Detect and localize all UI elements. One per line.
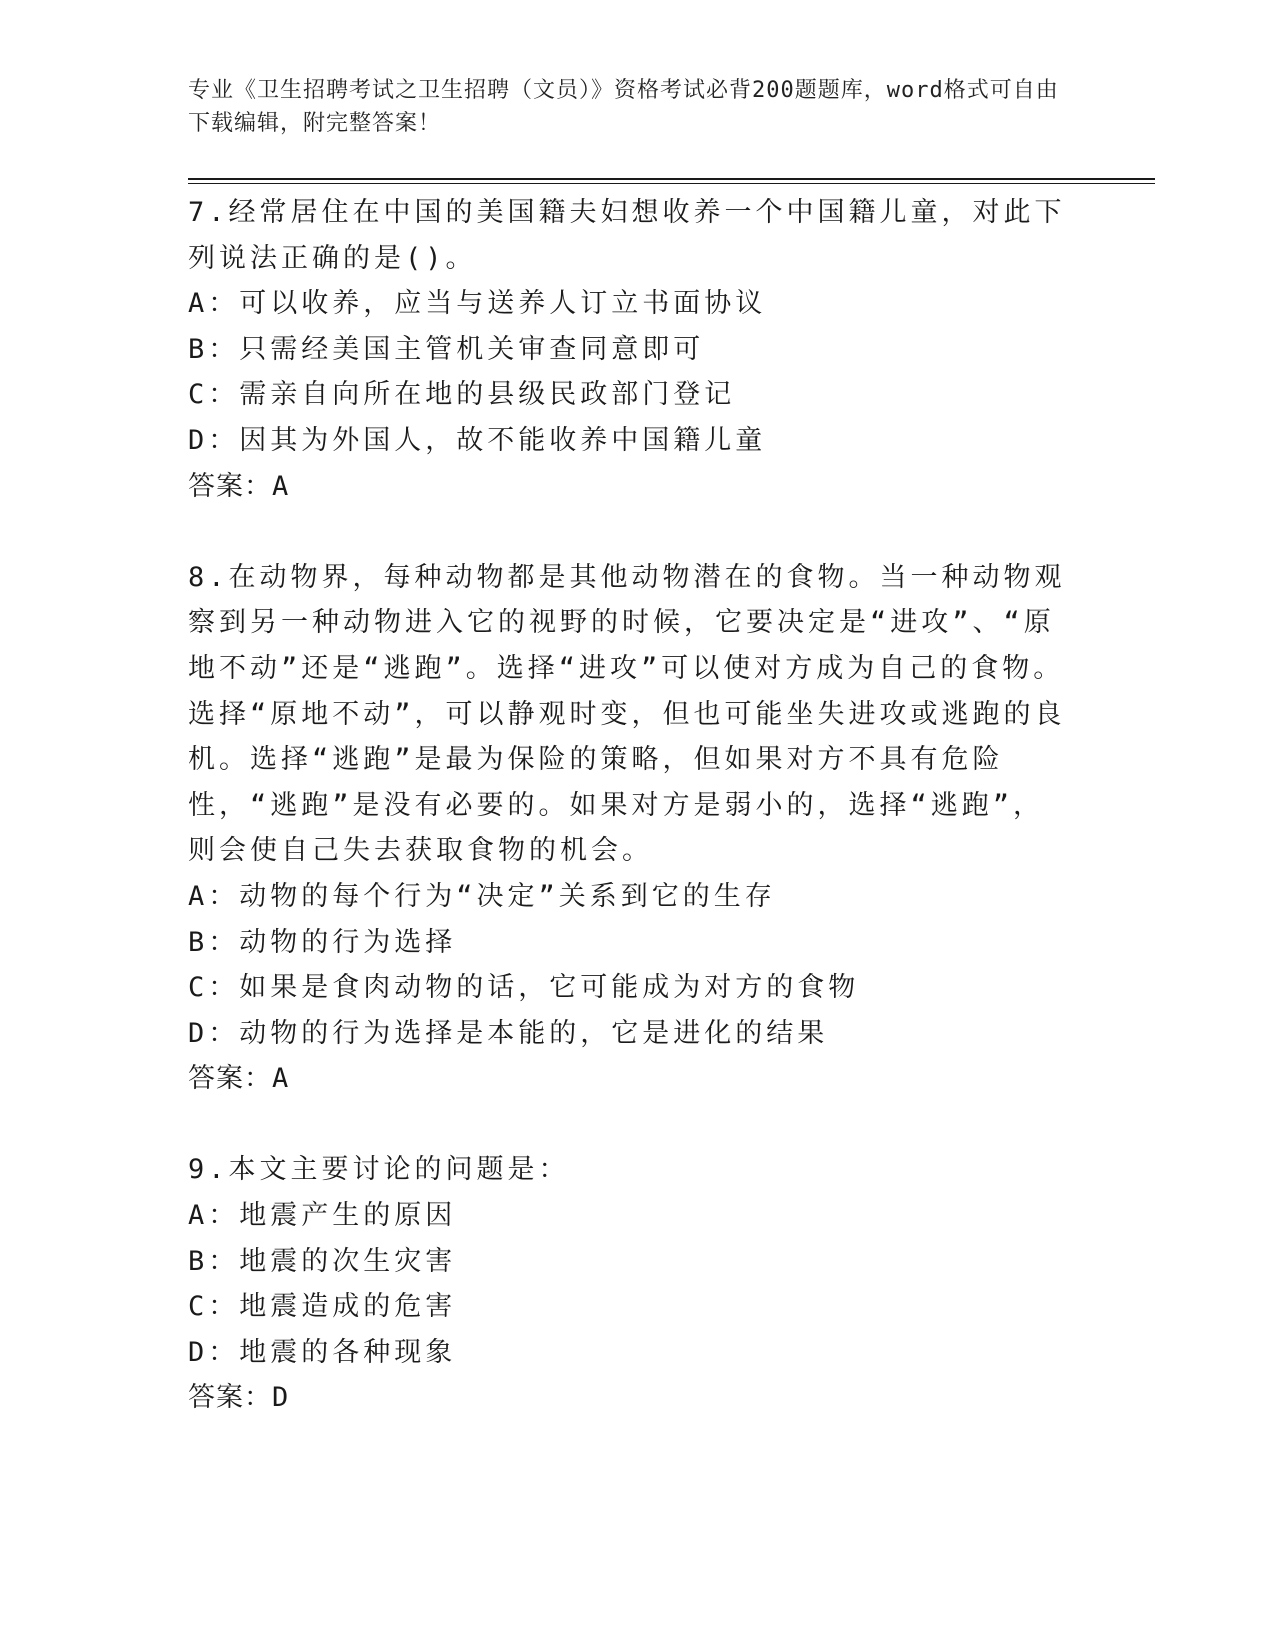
answer-line: 答案：A xyxy=(188,1063,290,1095)
question-9 xyxy=(188,1147,1068,1421)
option-a: A：可以收养，应当与送养人订立书面协议 xyxy=(188,288,767,320)
question-7 xyxy=(188,190,1068,509)
document-header: 专业《卫生招聘考试之卫生招聘（文员）》资格考试必背200题题库，word格式可自由下载编辑，附完整答案！ xyxy=(188,78,1059,136)
question-spacer xyxy=(188,509,1068,555)
option-c: C：需亲自向所在地的县级民政部门登记 xyxy=(188,379,736,411)
option-b: B：地震的次生灾害 xyxy=(188,1245,457,1277)
question-list xyxy=(188,190,1068,1421)
option-a: A：动物的每个行为“决定”关系到它的生存 xyxy=(188,880,776,912)
option-b: B：只需经美国主管机关审查同意即可 xyxy=(188,333,705,365)
option-d: D：动物的行为选择是本能的，它是进化的结果 xyxy=(188,1017,829,1049)
option-a: A：地震产生的原因 xyxy=(188,1200,457,1232)
option-d: D：因其为外国人，故不能收养中国籍儿童 xyxy=(188,424,767,456)
question-8 xyxy=(188,555,1068,1102)
question-stem: 9.本文主要讨论的问题是： xyxy=(188,1154,570,1186)
header-divider-thick xyxy=(188,178,1155,180)
question-spacer xyxy=(188,1102,1068,1148)
option-c: C：地震造成的危害 xyxy=(188,1291,457,1323)
header-divider-thin xyxy=(188,183,1155,184)
question-stem: 8.在动物界，每种动物都是其他动物潜在的食物。当一种动物观察到另一种动物进入它的视野的时候，它要决定是“进攻”、“原地不动”还是“逃跑”。选择“进攻”可以使对方成为自己的食物。选择“原地不动”，可以静观时变，但也可能坐失进攻或逃跑的良机。选择“逃跑”是最为保险的策略，但如果对方不具有危险性，“逃跑”是没有必要的。如果对方是弱小的，选择“逃跑”，则会使自己失去获取食物的机会。 xyxy=(188,561,1066,867)
option-b: B：动物的行为选择 xyxy=(188,926,457,958)
answer-line: 答案：D xyxy=(188,1382,290,1414)
option-d: D：地震的各种现象 xyxy=(188,1336,457,1368)
option-c: C：如果是食肉动物的话，它可能成为对方的食物 xyxy=(188,972,860,1004)
answer-line: 答案：A xyxy=(188,470,290,502)
question-stem: 7.经常居住在中国的美国籍夫妇想收养一个中国籍儿童，对此下列说法正确的是()。 xyxy=(188,197,1066,274)
